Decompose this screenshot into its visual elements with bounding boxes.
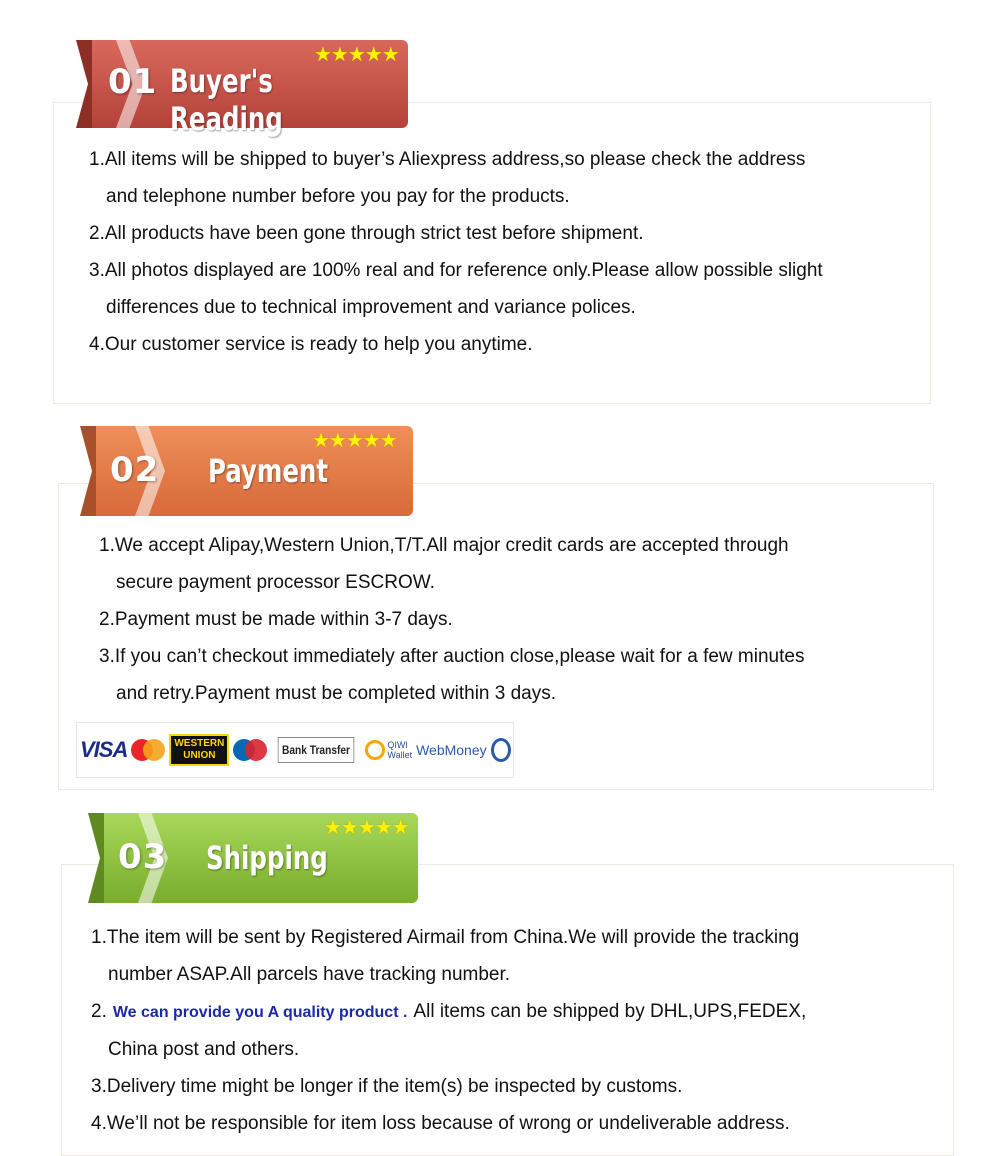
buyers-reading-list [89,141,823,363]
list-item: 3.If you can’t checkout immediately after auction close,please wait for a few minutes and retry.Payment must be completed within 3 days. [99,646,805,704]
qiwi-wallet-logo: QIWI Wallet [365,740,412,760]
western-union-logo: WESTERN UNION [169,734,229,766]
rating-stars-icon: ★★★★★ [324,817,409,839]
list-item: 3.Delivery time might be longer if the item(s) be inspected by customs. [91,1076,683,1097]
list-item: 3.All photos displayed are 100% real and for reference only.Please allow possible slight differences due to technical improvement and variance polices. [89,260,823,318]
section-number: 01 [108,62,158,102]
bank-transfer-logo: Bank Transfer [278,737,355,763]
list-item: 4.Our customer service is ready to help you anytime. [89,334,533,355]
banner-shipping [88,813,418,903]
webmoney-logo: WebMoney [416,742,487,758]
qiwi-icon [365,740,385,760]
mastercard-logo-icon [131,739,165,761]
payment-list [99,527,804,712]
list-item: 1.The item will be sent by Registered Airmail from China.We will provide the tracking number ASAP.All parcels have tracking number. [91,927,800,985]
list-item: 2.Payment must be made within 3-7 days. [99,609,453,630]
section-number: 02 [110,450,160,490]
maestro-logo-icon [233,739,267,761]
payment-methods-logos [76,722,514,778]
rating-stars-icon: ★★★★★ [312,430,397,452]
banner-payment [80,426,413,516]
banner-buyers-reading [76,40,408,138]
list-item: 2.All products have been gone through strict test before shipment. [89,223,644,244]
section-title: Buyer's Reading [170,62,283,138]
section-number: 03 [118,837,168,877]
globe-icon [491,738,511,762]
section-title: Payment [208,452,329,490]
list-item: 1.We accept Alipay,Western Union,T/T.All major credit cards are accepted through secure payment processor ESCROW. [99,535,789,593]
list-item: 4.We’ll not be responsible for item loss because of wrong or undeliverable address. [91,1113,790,1134]
list-item: 1.All items will be shipped to buyer’s Aliexpress address,so please check the address and telephone number before you pay for the products. [89,149,806,207]
shipping-list [91,919,806,1142]
list-item: 2. We can provide you A quality product . All items can be shipped by DHL,UPS,FEDEX, China post and others. [91,1001,807,1060]
quality-highlight: We can provide you A quality product . [112,1004,408,1021]
rating-stars-icon: ★★★★★ [314,44,399,66]
visa-logo: VISA [80,737,128,762]
section-title: Shipping [206,839,328,877]
